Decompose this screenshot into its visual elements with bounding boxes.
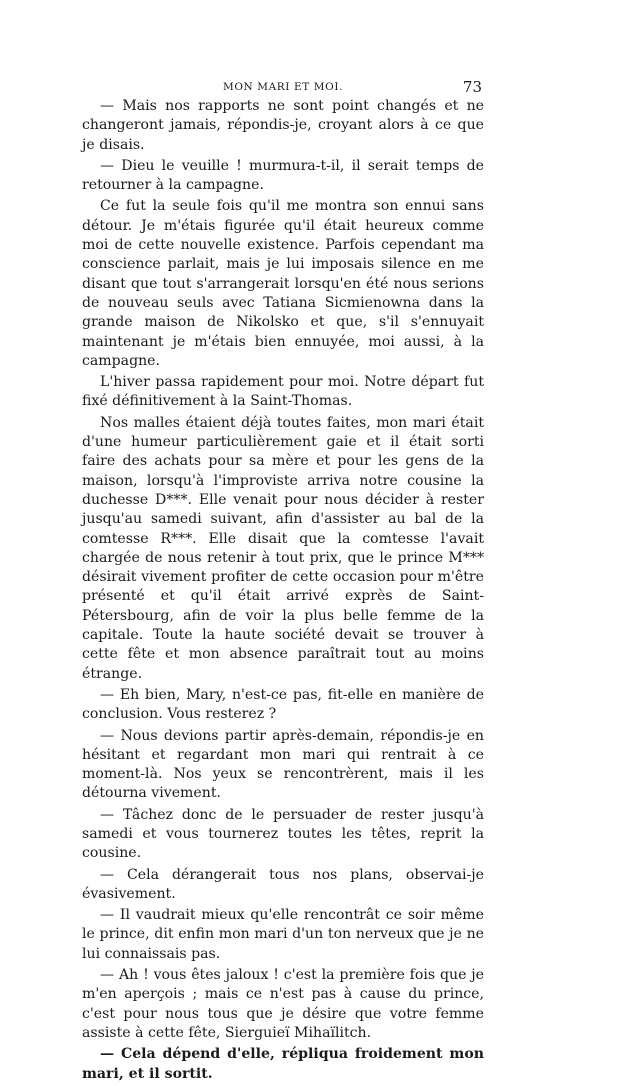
paragraph: Ce fut la seule fois qu'il me montra son ennui sans détour. Je m'étais figurée qu'il était heureux comme moi de cette nouvelle existence. Parfois cependant ma conscience parlait, mais je lui imposais silence en me disant que tout s'arrangerait lorsqu'en été nous serions de nouveau seuls avec Tatiana Sicmienowna dans la grande maison de Nikolsko et que, s'il s'ennuyait maintenant je m'étais bien ennuyée, moi aussi, à la campagne. <box>82 198 484 369</box>
paragraph: Nos malles étaient déjà toutes faites, mon mari était d'une humeur particulièrement gaie et il était sorti faire des achats pour sa mère et pour les gens de la maison, lorsqu'à l'improviste arriva notre cousine la duchesse D***. Elle venait pour nous décider à rester jusqu'au samedi suivant, afin d'assister au bal de la comtesse R***. Elle disait que la comtesse l'avait chargée de nous retenir à tout prix, que le prince M*** désirait vivement profiter de cette occasion pour m'être présenté et qu'il était arrivé exprès de Saint-Pétersbourg, afin de voir la plus belle femme de la capitale. Toute la haute société devait se trouver à cette fête et mon absence paraîtrait tout au moins étrange. <box>82 414 484 682</box>
paragraph: — Il vaudrait mieux qu'elle rencontrât ce soir même le prince, dit enfin mon mari d'un ton nerveux que je ne lui connaissais pas. <box>82 907 484 962</box>
paragraph: — Nous devions partir après-demain, répondis-je en hésitant et regardant mon mari qui rentrait à ce moment-là. Nos yeux se rencontrèrent, mais il les détourna vivement. <box>82 727 484 802</box>
body-text <box>82 97 484 1086</box>
page-number: 73 <box>462 78 482 96</box>
paragraph: — Cela dépend d'elle, répliqua froidement mon mari, et il sortit. <box>82 1046 484 1082</box>
paragraph: — Mais nos rapports ne sont point changés et ne changeront jamais, répondis-je, croyant alors à ce que je disais. <box>82 98 484 153</box>
running-header <box>84 78 482 98</box>
paragraph: — Tâchez donc de le persuader de rester jusqu'à samedi et vous tournerez toutes les têtes, reprit la cousine. <box>82 806 484 862</box>
running-title: MON MARI ET MOI. <box>222 81 344 93</box>
paragraph: — Ah ! vous êtes jaloux ! c'est la première fois que je m'en aperçois ; mais ce n'est pas à cause du prince, c'est pour nous tous que je désire que votre femme assiste à cette fête, Sierguieï Mihaïlitch. <box>82 967 484 1041</box>
paragraph: L'hiver passa rapidement pour moi. Notre départ fut fixé définitivement à la Saint-Thomas. <box>82 374 484 410</box>
paragraph: — Eh bien, Mary, n'est-ce pas, fit-elle en manière de conclusion. Vous resterez ? <box>82 686 484 723</box>
paragraph: — Dieu le veuille ! murmura-t-il, il serait temps de retourner à la campagne. <box>82 157 484 194</box>
paragraph: — Cela dérangerait tous nos plans, observai-je évasivement. <box>82 866 484 902</box>
